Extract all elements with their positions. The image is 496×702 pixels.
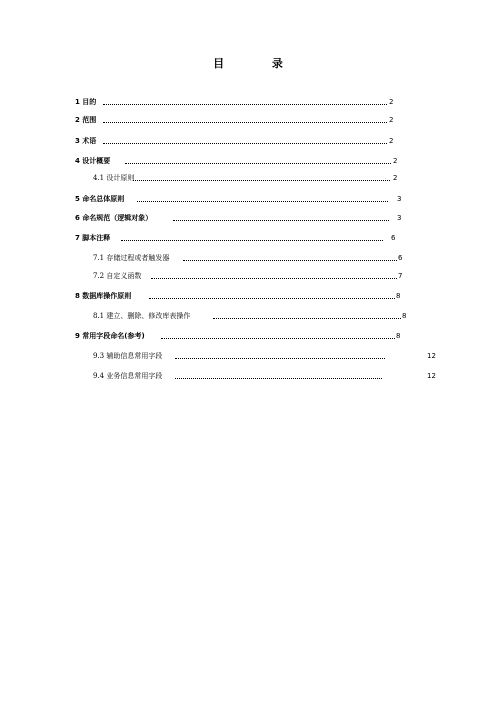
toc-entry-label: 2 范围 — [75, 116, 97, 124]
toc-entry-page: 12 — [427, 372, 436, 380]
toc-entry[interactable] — [75, 232, 405, 244]
toc-leader — [121, 240, 383, 241]
toc-leader — [161, 338, 395, 339]
toc-entry[interactable] — [93, 370, 443, 382]
toc-entry[interactable] — [75, 193, 405, 205]
toc-entry-label: 9.3 辅助信息常用字段 — [93, 352, 163, 360]
toc-entry-page: 6 — [398, 254, 403, 262]
toc-entry[interactable] — [93, 172, 397, 184]
toc-entry-label: 9 常用字段命名(参考) — [75, 332, 145, 340]
toc-entry[interactable] — [75, 290, 405, 302]
toc-entry-page: 3 — [397, 195, 402, 203]
toc-leader — [183, 260, 397, 261]
toc-entry-page: 8 — [396, 292, 401, 300]
toc-leader — [103, 122, 387, 123]
toc-entry[interactable] — [75, 96, 397, 108]
toc-entry-page: 12 — [427, 352, 436, 360]
toc-entry-label: 8 数据库操作原则 — [75, 292, 132, 300]
toc-entry-page: 8 — [402, 312, 407, 320]
toc-entry-page: 8 — [396, 332, 401, 340]
toc-leader — [151, 278, 397, 279]
toc-entry-page: 2 — [393, 157, 398, 165]
toc-leader — [175, 358, 385, 359]
toc-entry[interactable] — [75, 135, 397, 147]
toc-entry-label: 9.4 业务信息常用字段 — [93, 372, 163, 380]
toc-entry-label: 8.1 建立、删除、修改库表操作 — [93, 312, 191, 320]
toc-leader — [175, 378, 382, 379]
toc-leader — [133, 180, 390, 181]
toc-entry-page: 6 — [391, 234, 396, 242]
toc-entry[interactable] — [93, 252, 405, 264]
toc-entry-label: 6 命名规范（逻辑对象） — [75, 214, 153, 222]
toc-entry[interactable] — [75, 212, 405, 224]
toc-entry-label: 7 脚本注释 — [75, 234, 111, 242]
toc-leader — [103, 143, 387, 144]
toc-entry-label: 7.1 存储过程或者触发器 — [93, 254, 170, 262]
toc-entry-page: 2 — [389, 137, 394, 145]
toc-leader — [149, 298, 395, 299]
toc-leader — [213, 318, 401, 319]
toc-entry-label: 5 命名总体原则 — [75, 195, 125, 203]
toc-leader — [125, 163, 391, 164]
toc-entry[interactable] — [93, 350, 443, 362]
toc-entry-page: 2 — [389, 98, 394, 106]
toc-leader — [173, 220, 389, 221]
toc-entry[interactable] — [75, 155, 397, 167]
toc-entry-page: 2 — [389, 116, 394, 124]
toc-entry-page: 7 — [398, 272, 403, 280]
toc-entry-label: 4 设计概要 — [75, 157, 111, 165]
toc-entry-page: 3 — [397, 214, 402, 222]
toc-title: 目 录 — [213, 57, 305, 70]
toc-entry-page: 2 — [393, 174, 398, 182]
toc-entry-label: 7.2 自定义函数 — [93, 272, 142, 280]
toc-leader — [103, 104, 387, 105]
toc-entry[interactable] — [75, 114, 397, 126]
toc-entry[interactable] — [93, 310, 413, 322]
toc-entry-label: 3 术语 — [75, 137, 97, 145]
toc-entry-label: 4.1 设计原则 — [93, 174, 135, 182]
toc-leader — [137, 201, 388, 202]
toc-entry-label: 1 目的 — [75, 98, 97, 106]
toc-entry[interactable] — [93, 270, 405, 282]
toc-entry[interactable] — [75, 330, 405, 342]
